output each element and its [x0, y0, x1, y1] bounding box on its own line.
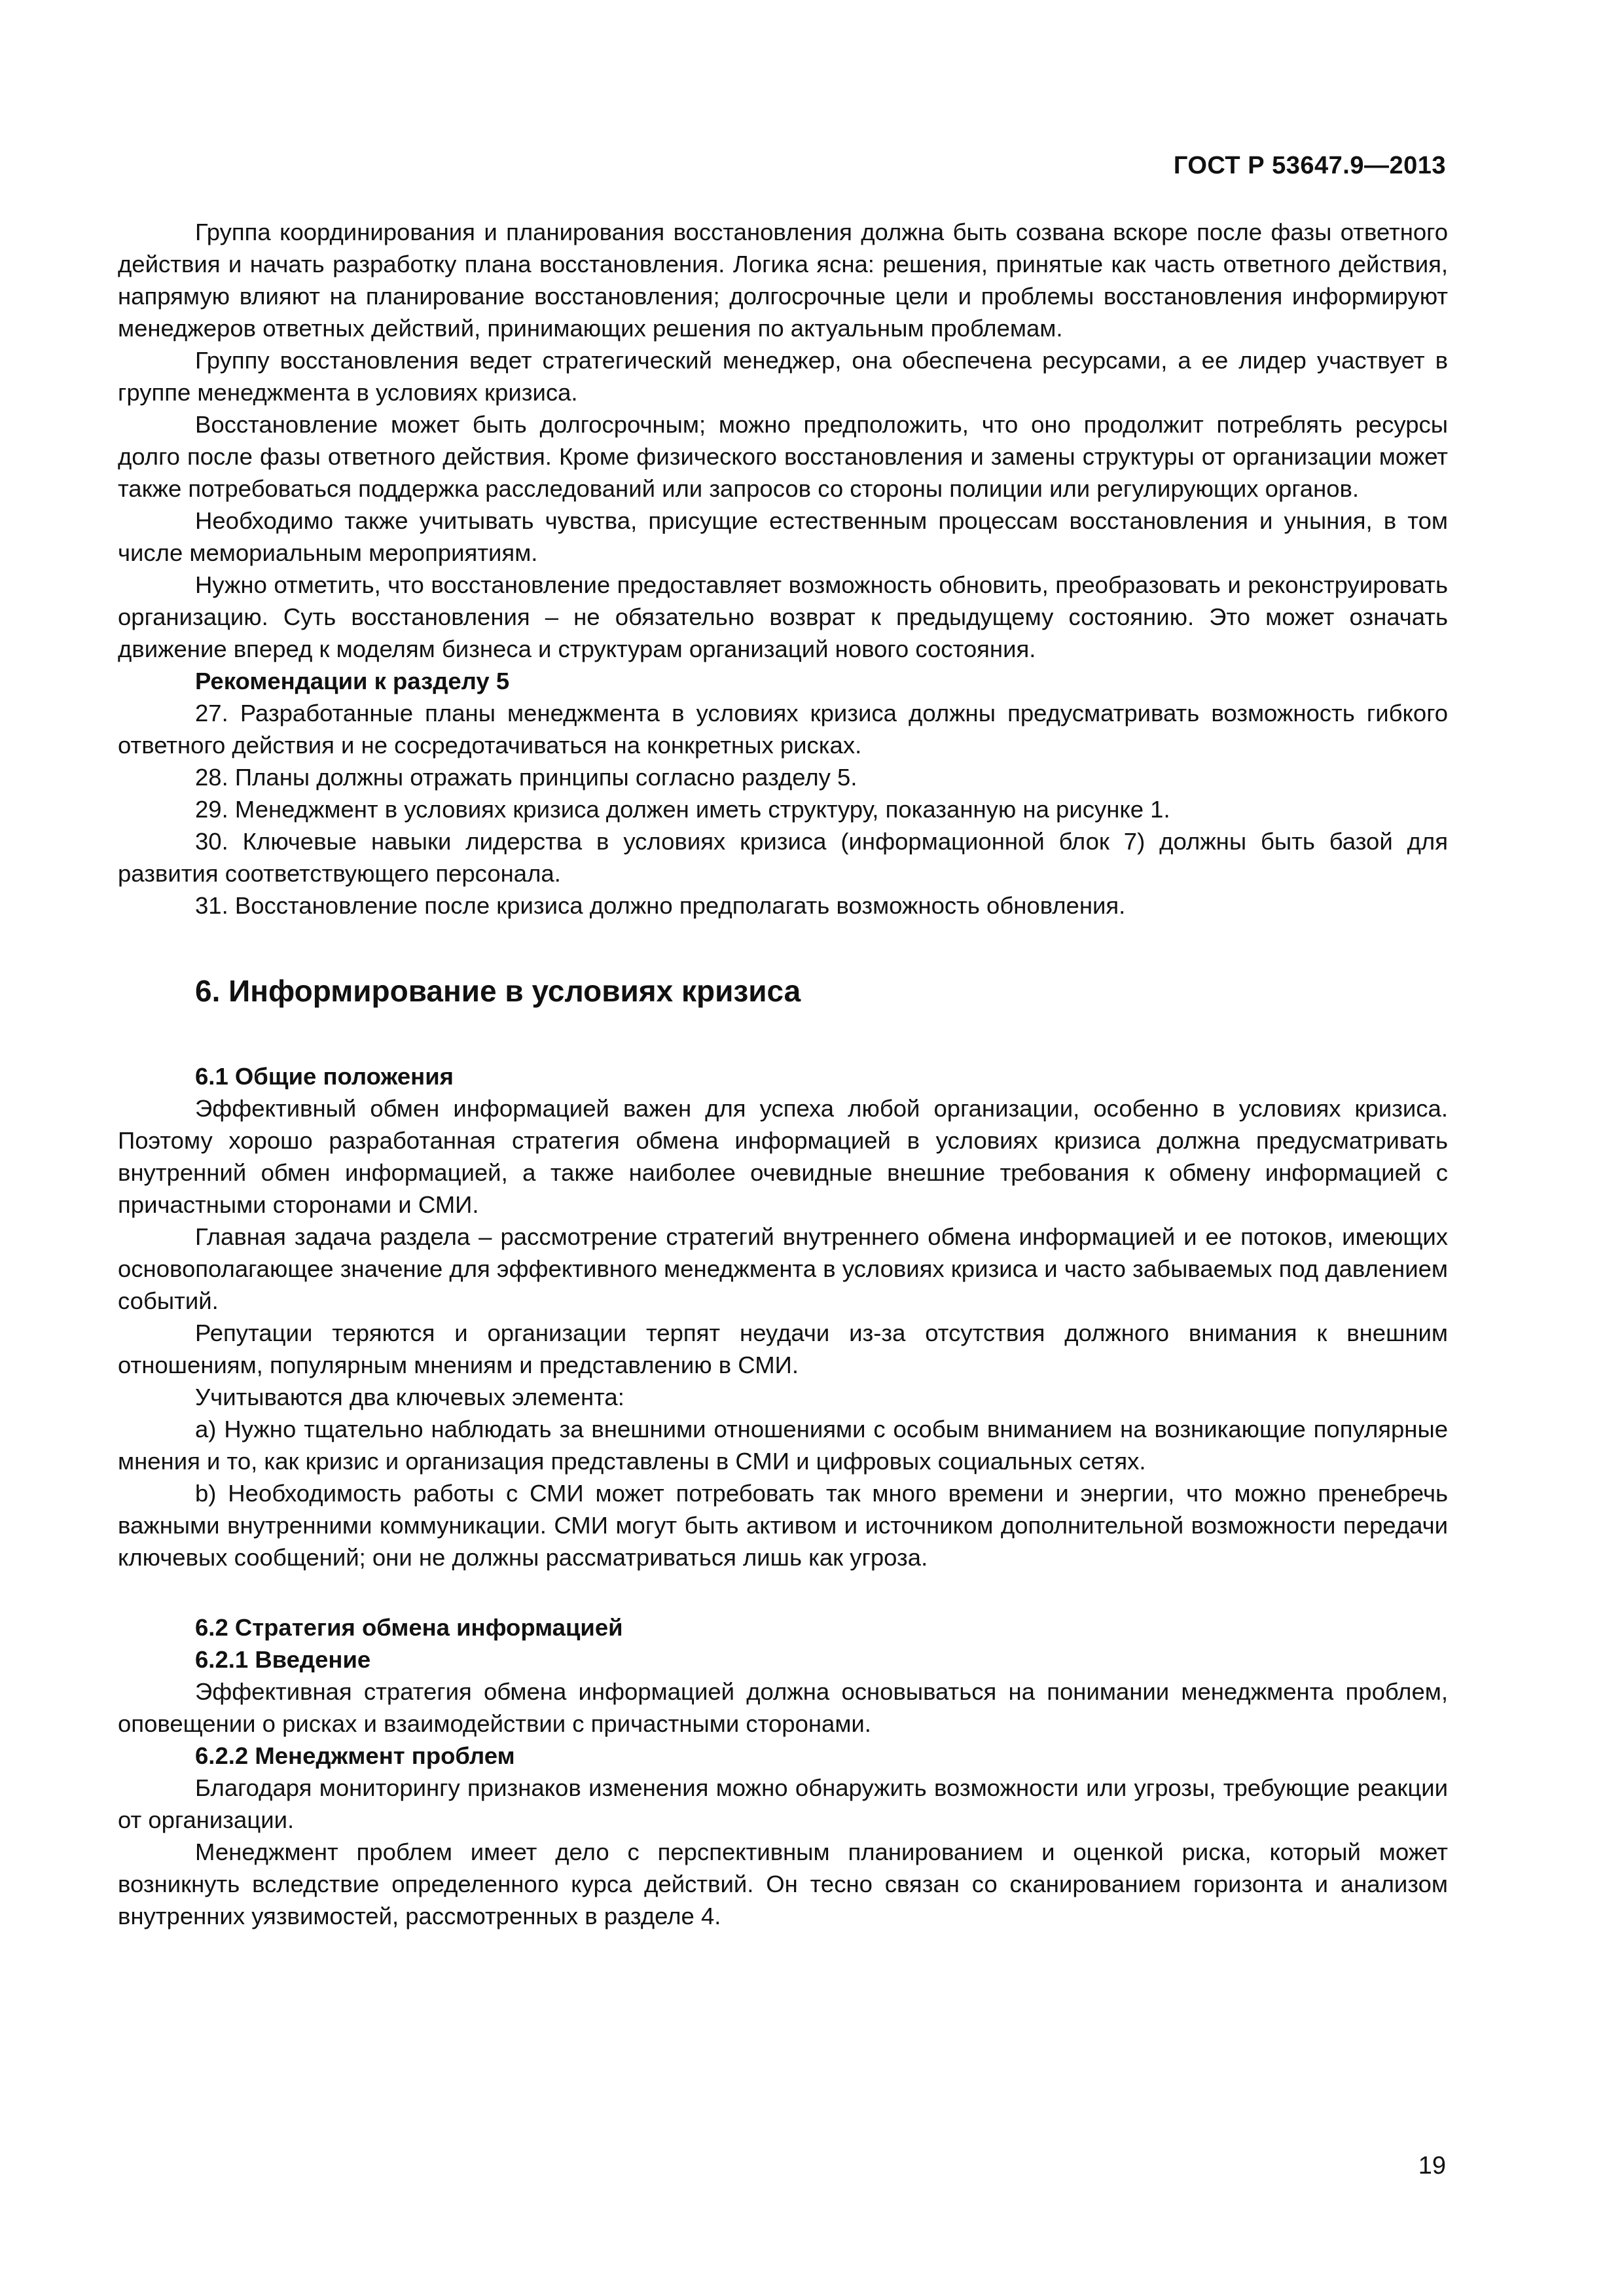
recommendation-item: 31. Восстановление после кризиса должно предполагать возможность обновления.: [195, 892, 1126, 919]
recommendation-item: 29. Менеджмент в условиях кризиса должен иметь структуру, показанную на рисунке 1.: [195, 796, 1170, 823]
recommendations-heading: Рекомендации к разделу 5: [195, 668, 510, 694]
subsection-6-2-1-heading: 6.2.1 Введение: [195, 1646, 371, 1673]
paragraph-issues-management: Менеджмент проблем имеет дело с перспективным планированием и оценкой риска, который может возникнуть вследствие определенного курса действий. Он тесно связан со сканированием горизонта и анализом внутренних уязвимостей, рассмотренных в разделе 4.: [118, 1839, 1448, 1929]
paragraph-long-term-recovery: Восстановление может быть долгосрочным; можно предположить, что оно продолжит потреблять ресурсы долго после фазы ответного действия. Кроме физического восстановления и замены структуры от организации может также потребоваться поддержка расследований или запросов со стороны полиции или регулирующих органов.: [118, 411, 1448, 502]
recommendation-item: 27. Разработанные планы менеджмента в условиях кризиса должны предусматривать возможность гибкого ответного действия и не сосредотачиваться на конкретных рисках.: [118, 700, 1448, 759]
document-standard-number: ГОСТ Р 53647.9—2013: [1173, 152, 1446, 179]
list-item-b: b) Необходимость работы с СМИ может потребовать так много времени и энергии, что можно пренебречь важными внутренними коммуникации. СМИ могут быть активом и источником дополнительной возможности передачи ключевых сообщений; они не должны рассматриваться лишь как угроза.: [118, 1480, 1448, 1571]
subsection-6-2-2-heading: 6.2.2 Менеджмент проблем: [195, 1742, 515, 1769]
paragraph-recovery-group: Группа координирования и планирования восстановления должна быть созвана вскоре после фазы ответного действия и начать разработку плана восстановления. Логика ясна: решения, принятые как часть ответного действия, напрямую влияют на планирование восстановления; долгосрочные цели и проблемы восстановления информируют менеджеров ответных действий, принимающих решения по актуальным проблемам.: [118, 219, 1448, 342]
paragraph-recovery-leader: Группу восстановления ведет стратегический менеджер, она обеспечена ресурсами, а ее лидер участвует в группе менеджмента в условиях кризиса.: [118, 347, 1448, 406]
subsection-6-2-heading: 6.2 Стратегия обмена информацией: [195, 1614, 623, 1641]
recommendation-item: 28. Планы должны отражать принципы согласно разделу 5.: [195, 764, 857, 791]
paragraph-main-task: Главная задача раздела – рассмотрение стратегий внутреннего обмена информацией и ее потоков, имеющих основополагающее значение для эффективного менеджмента в условиях кризиса и часто забываемых под давлением событий.: [118, 1223, 1448, 1314]
paragraph-feelings: Необходимо также учитывать чувства, присущие естественным процессам восстановления и уныния, в том числе мемориальным мероприятиям.: [118, 507, 1448, 566]
document-body: [118, 216, 1448, 1932]
paragraph-effective-exchange: Эффективный обмен информацией важен для успеха любой организации, особенно в условиях кризиса. Поэтому хорошо разработанная стратегия обмена информацией в условиях кризиса должна предусматривать внутренний обмен информацией, а также наиболее очевидные внешние требования к обмену информацией с причастными сторонами и СМИ.: [118, 1095, 1448, 1218]
paragraph-two-elements: Учитываются два ключевых элемента:: [195, 1384, 624, 1410]
paragraph-strategy-basis: Эффективная стратегия обмена информацией должна основываться на понимании менеджмента проблем, оповещении о рисках и взаимодействии с причастными сторонами.: [118, 1678, 1448, 1737]
page-number: 19: [1418, 2152, 1446, 2179]
paragraph-monitoring: Благодаря мониторингу признаков изменения можно обнаружить возможности или угрозы, требующие реакции от организации.: [118, 1774, 1448, 1833]
list-item-a: а) Нужно тщательно наблюдать за внешними отношениями с особым вниманием на возникающие популярные мнения и то, как кризис и организация представлены в СМИ и цифровых социальных сетях.: [118, 1416, 1448, 1475]
section-6-title: 6. Информирование в условиях кризиса: [195, 974, 801, 1008]
paragraph-renewal-opportunity: Нужно отметить, что восстановление предоставляет возможность обновить, преобразовать и реконструировать организацию. Суть восстановления – не обязательно возврат к предыдущему состоянию. Это может означать движение вперед к моделям бизнеса и структурам организаций нового состояния.: [118, 571, 1448, 662]
subsection-6-1-heading: 6.1 Общие положения: [195, 1063, 454, 1090]
paragraph-reputation: Репутации теряются и организации терпят неудачи из-за отсутствия должного внимания к внешним отношениям, популярным мнениям и представлению в СМИ.: [118, 1319, 1448, 1378]
recommendation-item: 30. Ключевые навыки лидерства в условиях кризиса (информационной блок 7) должны быть базой для развития соответствующего персонала.: [118, 828, 1448, 887]
